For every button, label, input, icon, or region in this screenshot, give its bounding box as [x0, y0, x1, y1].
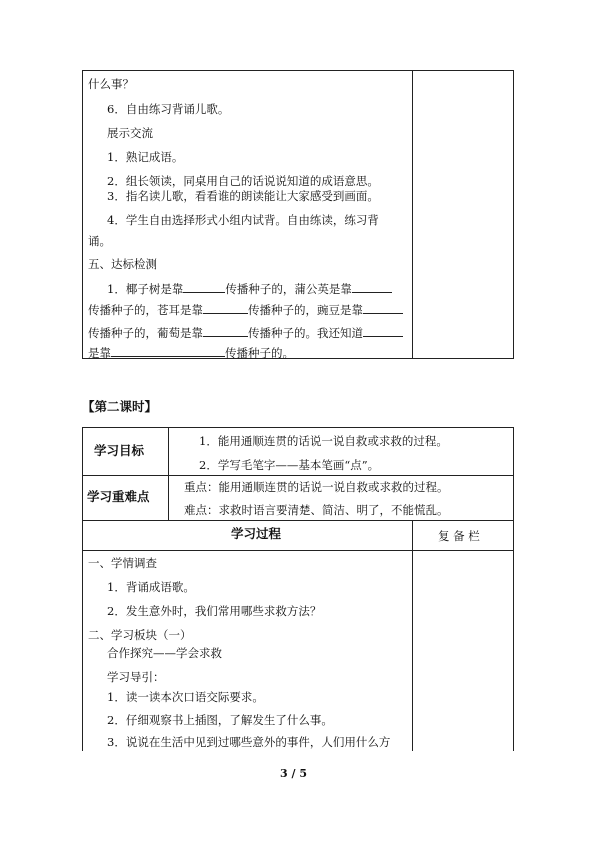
fill-blank[interactable]	[183, 281, 225, 293]
process-line: 二、学习板块（一）	[88, 628, 192, 642]
goal-label: 学习目标	[94, 443, 145, 458]
fill-in-line	[88, 345, 294, 360]
fill-text: 传播种子的，葡萄是靠	[88, 326, 203, 340]
fill-blank[interactable]	[363, 302, 403, 314]
process-line: 1．读一读本次口语交际要求。	[107, 690, 264, 704]
goal-line: 2．学写毛笔字——基本笔画“点”。	[199, 458, 380, 472]
process-line: 3．说说在生活中见到过哪些意外的事件，人们用什么方	[107, 735, 391, 749]
fill-blank[interactable]	[203, 325, 248, 337]
text-line: 3．指名读儿歌，看看谁的朗读能让大家感受到画面。	[107, 189, 379, 203]
fill-in-line	[107, 281, 392, 296]
label-column-divider	[168, 428, 169, 520]
fill-text: 传播种子的，豌豆是靠	[248, 303, 363, 317]
text-line: 1．熟记成语。	[107, 150, 184, 164]
key-line: 重点：能用通顺连贯的话说一说自救或求救的过程。	[184, 480, 449, 494]
text-line: 6．自由练习背诵儿歌。	[107, 102, 230, 116]
process-line: 学习导引：	[107, 670, 165, 684]
row-divider	[83, 550, 513, 551]
text-line: 五、达标检测	[88, 257, 157, 271]
fill-blank[interactable]	[111, 345, 225, 357]
fill-text: 是靠	[88, 346, 111, 360]
review-column-divider	[412, 520, 413, 751]
process-line: 2．仔细观察书上插图，了解发生了什么事。	[107, 713, 333, 727]
fill-text: 传播种子的，苍耳是靠	[88, 303, 203, 317]
text-line: 展示交流	[107, 126, 153, 140]
review-header: 复 备 栏	[438, 529, 480, 543]
text-line: 2．组长领读，同桌用自己的话说说知道的成语意思。	[107, 174, 379, 188]
fill-in-line	[88, 302, 403, 317]
process-line: 2．发生意外时，我们常用哪些求救方法？	[107, 604, 322, 618]
lesson-heading: 【第二课时】	[82, 399, 158, 414]
process-line: 1．背诵成语歌。	[107, 580, 195, 594]
text-line: 诵。	[88, 234, 111, 248]
fill-text: 传播种子的。我还知道	[248, 326, 363, 340]
process-header: 学习过程	[231, 526, 282, 541]
fill-blank[interactable]	[203, 302, 248, 314]
review-column-divider	[412, 71, 413, 358]
fill-text: 传播种子的。	[225, 346, 294, 360]
text-line: 4．学生自由选择形式小组内试背。自由练读，练习背	[107, 213, 379, 227]
goal-line: 1．能用通顺连贯的话说一说自救或求救的过程。	[199, 434, 448, 448]
process-line: 一、学情调查	[88, 556, 157, 570]
fill-text: 1．椰子树是靠	[107, 282, 184, 296]
fill-in-line	[88, 325, 403, 340]
text-line: 什么事？	[88, 77, 134, 91]
fill-blank[interactable]	[352, 281, 392, 293]
key-line: 难点：求救时语言要清楚、简洁、明了，不能慌乱。	[184, 503, 449, 517]
process-line: 合作探究——学会求救	[107, 646, 222, 660]
fill-text: 传播种子的，蒲公英是靠	[225, 282, 352, 296]
row-divider	[83, 520, 513, 521]
fill-blank[interactable]	[363, 325, 403, 337]
page-number: 3 / 5	[280, 767, 307, 780]
key-label: 学习重难点	[87, 489, 150, 504]
row-divider	[83, 475, 513, 476]
